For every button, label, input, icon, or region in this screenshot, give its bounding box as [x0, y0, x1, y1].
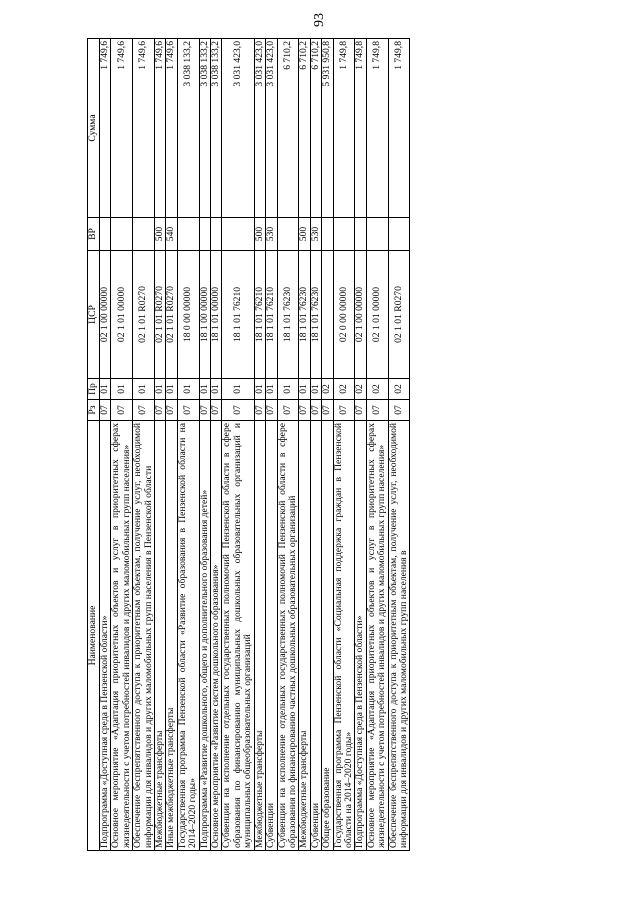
cell-pr: 01: [199, 379, 210, 400]
rotated-table-area: [87, 39, 409, 851]
cell-sum: 5 931 950,8: [322, 39, 333, 218]
header-pr: Пр: [88, 379, 100, 400]
cell-pr: 01: [100, 379, 111, 400]
cell-sum: 3 038 133,2: [211, 39, 222, 218]
cell-name: Межбюджетные трансферты: [254, 421, 265, 851]
header-sum: Сумма: [88, 39, 100, 218]
cell-pr: 02: [333, 379, 355, 400]
cell-sum: 1 749,6: [100, 39, 111, 218]
cell-rz: 07: [222, 400, 254, 421]
cell-rz: 07: [199, 400, 210, 421]
cell-name: Субвенции: [310, 421, 321, 851]
table-row: [222, 39, 254, 851]
table-container: [87, 39, 409, 851]
cell-rz: 07: [366, 400, 388, 421]
table-row: [177, 39, 199, 851]
table-row: [366, 39, 388, 851]
table-row: [355, 39, 366, 851]
cell-sum: 1 749,6: [111, 39, 133, 218]
cell-rz: 07: [166, 400, 177, 421]
cell-pr: 01: [155, 379, 166, 400]
cell-pr: 02: [388, 379, 410, 400]
cell-pr: 02: [322, 379, 333, 400]
cell-rz: 07: [133, 400, 155, 421]
cell-pr: 02: [366, 379, 388, 400]
page-number: 93: [312, 13, 327, 27]
cell-csr: [322, 251, 333, 379]
cell-vr: 500: [299, 218, 310, 251]
cell-sum: 1 749,8: [388, 39, 410, 218]
table-body: [100, 39, 410, 851]
cell-csr: 18 1 01 76210: [222, 251, 254, 379]
cell-pr: 01: [299, 379, 310, 400]
table-row: [133, 39, 155, 851]
cell-csr: 18 1 01 76210: [254, 251, 265, 379]
cell-name: Иные межбюджетные трансферты: [166, 421, 177, 851]
cell-csr: 18 1 01 00000: [211, 251, 222, 379]
cell-sum: 6 710,2: [277, 39, 299, 218]
cell-vr: [333, 218, 355, 251]
cell-rz: 07: [100, 400, 111, 421]
table-row: [333, 39, 355, 851]
cell-vr: 530: [310, 218, 321, 251]
cell-pr: 01: [111, 379, 133, 400]
table-row: [211, 39, 222, 851]
cell-name: Основное мероприятие «Развитие систем дошкольного образования»: [211, 421, 222, 851]
cell-rz: 07: [211, 400, 222, 421]
cell-name: Субвенции на исполнение отдельных государственных полномочий Пензенской области в сфере образования по финансированию частных дошкольных образовательных организаций: [277, 421, 299, 851]
cell-name: Субвенции: [266, 421, 277, 851]
cell-csr: 18 0 00 00000: [177, 251, 199, 379]
cell-sum: 3 031 423,0: [222, 39, 254, 218]
cell-csr: 02 1 01 00000: [111, 251, 133, 379]
cell-sum: 1 749,6: [155, 39, 166, 218]
cell-csr: 18 1 01 76230: [310, 251, 321, 379]
table-row: [299, 39, 310, 851]
cell-vr: 500: [155, 218, 166, 251]
cell-pr: 01: [254, 379, 265, 400]
cell-vr: [366, 218, 388, 251]
table-row: [166, 39, 177, 851]
table-row: [155, 39, 166, 851]
cell-pr: 01: [177, 379, 199, 400]
cell-vr: 500: [254, 218, 265, 251]
cell-rz: 07: [177, 400, 199, 421]
cell-sum: 1 749,6: [166, 39, 177, 218]
cell-vr: [222, 218, 254, 251]
cell-vr: [388, 218, 410, 251]
cell-csr: 18 1 01 76210: [266, 251, 277, 379]
header-vr: ВР: [88, 218, 100, 251]
cell-pr: 01: [222, 379, 254, 400]
cell-vr: [177, 218, 199, 251]
cell-vr: [133, 218, 155, 251]
cell-name: Межбюджетные трансферты: [155, 421, 166, 851]
cell-rz: 07: [277, 400, 299, 421]
cell-rz: 07: [310, 400, 321, 421]
cell-vr: [199, 218, 210, 251]
cell-csr: 02 0 00 00000: [333, 251, 355, 379]
header-rz: Рз: [88, 400, 100, 421]
header-name: Наименование: [88, 421, 100, 851]
cell-name: Обеспечение беспрепятственного доступа к приоритетным объектам, получение услуг, необходимой информации для инвалидов и других маломобильных групп населения в Пензенской области: [133, 421, 155, 851]
table-row: [277, 39, 299, 851]
cell-vr: [277, 218, 299, 251]
budget-table: [87, 38, 410, 851]
cell-vr: [100, 218, 111, 251]
cell-pr: 01: [211, 379, 222, 400]
cell-pr: 01: [310, 379, 321, 400]
table-row: [266, 39, 277, 851]
cell-sum: 3 031 423,0: [266, 39, 277, 218]
cell-sum: 1 749,8: [333, 39, 355, 218]
cell-vr: 530: [266, 218, 277, 251]
cell-name: Основное мероприятие «Адаптация приоритетных объектов и услуг в приоритетных сферах жизнедеятельности с учетом потребностей инвалидов и других маломобильных групп населения»: [111, 421, 133, 851]
cell-pr: 01: [133, 379, 155, 400]
cell-vr: [111, 218, 133, 251]
cell-name: Основное мероприятие «Адаптация приоритетных объектов и услуг в приоритетных сферах жизнедеятельности с учетом потребностей инвалидов и других маломобильных групп населения»: [366, 421, 388, 851]
cell-vr: [322, 218, 333, 251]
cell-vr: [211, 218, 222, 251]
cell-name: Подпрограмма «Развитие дошкольного, общего и дополнительного образования детей»: [199, 421, 210, 851]
cell-sum: 3 038 133,2: [177, 39, 199, 218]
cell-csr: 18 1 01 76230: [299, 251, 310, 379]
cell-name: Подпрограмма «Доступная среда в Пензенской области»: [355, 421, 366, 851]
cell-rz: 07: [155, 400, 166, 421]
table-row: [254, 39, 265, 851]
cell-sum: 1 749,6: [133, 39, 155, 218]
table-row: [310, 39, 321, 851]
table-row: [100, 39, 111, 851]
cell-name: Обеспечение беспрепятственного доступа к приоритетным объектам, получение услуг, необходимой информации для инвалидов и других маломобильных групп населения в: [388, 421, 410, 851]
cell-pr: 01: [277, 379, 299, 400]
cell-sum: 6 710,2: [299, 39, 310, 218]
cell-rz: 07: [388, 400, 410, 421]
cell-csr: 02 1 01 00000: [366, 251, 388, 379]
cell-csr: 02 1 01 R0270: [166, 251, 177, 379]
cell-name: Субвенции на исполнение отдельных государственных полномочий Пензенской области в сфере образования по финансированию муниципальных дошкольных образовательных организаций и муниципальных общеобразовательных организаций: [222, 421, 254, 851]
cell-rz: 07: [355, 400, 366, 421]
cell-name: Государственная программа Пензенской области «Развитие образования в Пензенской области на 2014–2020 годы»: [177, 421, 199, 851]
header-csr: ЦСР: [88, 251, 100, 379]
cell-name: Подпрограмма «Доступная среда в Пензенской области»: [100, 421, 111, 851]
cell-name: Межбюджетные трансферты: [299, 421, 310, 851]
cell-vr: [355, 218, 366, 251]
cell-pr: 01: [266, 379, 277, 400]
cell-vr: 540: [166, 218, 177, 251]
table-header-row: [88, 39, 100, 851]
cell-sum: 6 710,2: [310, 39, 321, 218]
cell-rz: 07: [254, 400, 265, 421]
cell-rz: 07: [299, 400, 310, 421]
cell-csr: 18 1 00 00000: [199, 251, 210, 379]
table-row: [388, 39, 410, 851]
cell-csr: 02 1 00 00000: [100, 251, 111, 379]
cell-csr: 02 1 01 R0270: [388, 251, 410, 379]
cell-csr: 02 1 00 00000: [355, 251, 366, 379]
cell-name: Общее образование: [322, 421, 333, 851]
cell-sum: 3 038 133,2: [199, 39, 210, 218]
cell-csr: 02 1 01 R0270: [133, 251, 155, 379]
table-row: [322, 39, 333, 851]
cell-sum: 3 031 423,0: [254, 39, 265, 218]
cell-pr: 02: [355, 379, 366, 400]
cell-rz: 07: [111, 400, 133, 421]
cell-sum: 1 749,8: [366, 39, 388, 218]
table-row: [199, 39, 210, 851]
cell-csr: 02 1 01 R0270: [155, 251, 166, 379]
cell-csr: 18 1 01 76230: [277, 251, 299, 379]
table-row: [111, 39, 133, 851]
cell-pr: 01: [166, 379, 177, 400]
cell-rz: 07: [333, 400, 355, 421]
cell-name: Государственная программа Пензенской области «Социальная поддержка граждан в Пензенской области на 2014–2020 годы»: [333, 421, 355, 851]
cell-rz: 07: [322, 400, 333, 421]
cell-sum: 1 749,8: [355, 39, 366, 218]
cell-rz: 07: [266, 400, 277, 421]
